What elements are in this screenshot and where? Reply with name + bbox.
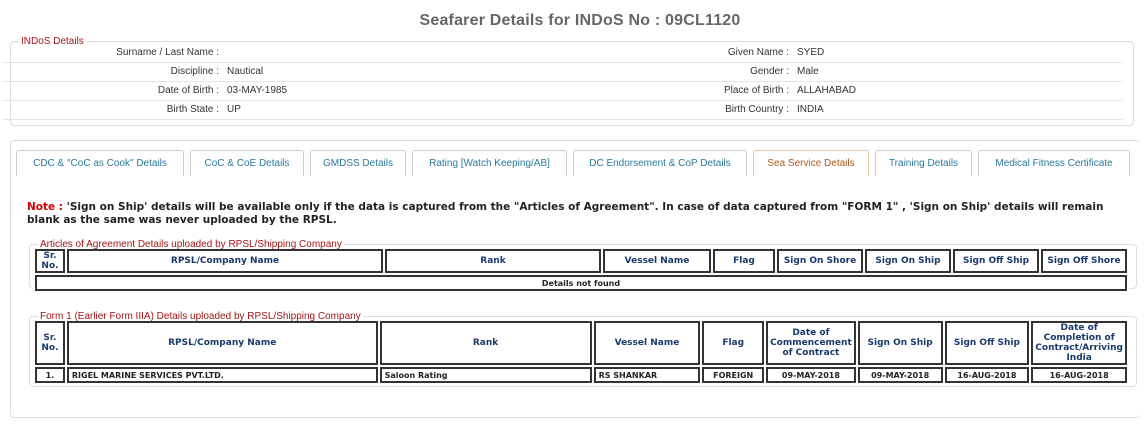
details-not-found-message: Details not found [35,275,1127,291]
cell-sign-on-ship: 09-MAY-2018 [858,367,943,383]
table-row [35,367,1127,383]
tab-sea-service[interactable]: Sea Service Details [753,150,869,176]
page-title: Seafarer Details for INDoS No : 09CL1120 [419,12,741,29]
table-row [35,275,1127,291]
indos-row [3,43,1123,62]
tab-dc-endorsement[interactable]: DC Endorsement & CoP Details [573,150,747,176]
gender-label: Gender : [683,62,793,81]
col-header-sign-off-ship: Sign Off Ship [945,321,1030,365]
indos-row [3,81,1123,100]
col-header-sign-on-ship: Sign On Ship [865,249,951,273]
birth-country-value: INDIA [793,100,1123,119]
dob-value: 03-MAY-1985 [223,81,683,100]
surname-value [223,43,683,62]
articles-of-agreement-legend: Articles of Agreement Details uploaded by RPSL/Shipping Company [40,239,342,250]
note-label: Note : [27,201,63,213]
col-header-sign-on-ship: Sign On Ship [858,321,943,365]
col-header-sign-on-shore: Sign On Shore [777,249,863,273]
given-name-label: Given Name : [683,43,793,62]
dob-label: Date of Birth : [3,81,223,100]
cell-rank: Saloon Rating [380,367,592,383]
col-header-commencement: Date of Commencement of Contract [766,321,856,365]
note-text: 'Sign on Ship' details will be available only if the data is captured from the "Articles of Agreement". In case of data captured from "FORM 1" , 'Sign on Ship' details will remain blank as the same was never uploaded by the RPSL. [27,201,1104,226]
cell-commencement: 09-MAY-2018 [766,367,856,383]
tab-medical-fitness[interactable]: Medical Fitness Certificate [978,150,1130,176]
articles-of-agreement-panel [29,239,1137,289]
tab-cdc-coc-cook[interactable]: CDC & "CoC as Cook" Details [16,150,184,176]
col-header-rank: Rank [385,249,601,273]
form1-legend: Form 1 (Earlier Form IIIA) Details uploaded by RPSL/Shipping Company [40,311,361,322]
col-header-sign-off-shore: Sign Off Shore [1041,249,1127,273]
cell-sr-no: 1. [35,367,65,383]
indos-details-table [3,43,1123,120]
table-header-row [35,321,1127,365]
discipline-label: Discipline : [3,62,223,81]
indos-details-panel [10,36,1134,126]
gender-value: Male [793,62,1123,81]
col-header-vessel: Vessel Name [603,249,711,273]
birth-state-value: UP [223,100,683,119]
cell-sign-off-ship: 16-AUG-2018 [945,367,1030,383]
col-header-company: RPSL/Company Name [67,249,383,273]
given-name-value: SYED [793,43,1123,62]
cell-company: RIGEL MARINE SERVICES PVT.LTD. [67,367,378,383]
indos-row [3,62,1123,81]
tab-training[interactable]: Training Details [875,150,972,176]
col-header-sr-no: Sr. No. [35,321,65,365]
col-header-flag: Flag [702,321,764,365]
place-of-birth-value: ALLAHABAD [793,81,1123,100]
form1-panel [29,311,1137,387]
cell-flag: FOREIGN [702,367,764,383]
cell-completion: 16-AUG-2018 [1031,367,1127,383]
col-header-vessel: Vessel Name [594,321,701,365]
indos-details-legend: INDoS Details [21,36,84,47]
indos-row [3,100,1123,119]
cell-vessel: RS SHANKAR [594,367,701,383]
col-header-rank: Rank [380,321,592,365]
tabs-panel [10,140,1140,418]
place-of-birth-label: Place of Birth : [683,81,793,100]
tab-coc-coe[interactable]: CoC & CoE Details [190,150,304,176]
col-header-sr-no: Sr. No. [35,249,65,273]
table-header-row [35,249,1127,273]
birth-state-label: Birth State : [3,100,223,119]
col-header-flag: Flag [713,249,775,273]
discipline-value: Nautical [223,62,683,81]
col-header-sign-off-ship: Sign Off Ship [953,249,1039,273]
articles-of-agreement-table [33,247,1129,293]
surname-label: Surname / Last Name : [3,43,223,62]
col-header-completion: Date of Completion of Contract/Arriving India [1031,321,1127,365]
col-header-company: RPSL/Company Name [67,321,378,365]
birth-country-label: Birth Country : [683,100,793,119]
tab-gmdss[interactable]: GMDSS Details [310,150,406,176]
tab-rating-watch-keeping[interactable]: Rating [Watch Keeping/AB] [412,150,567,176]
form1-table [33,319,1129,385]
sign-on-ship-note [27,201,1137,227]
